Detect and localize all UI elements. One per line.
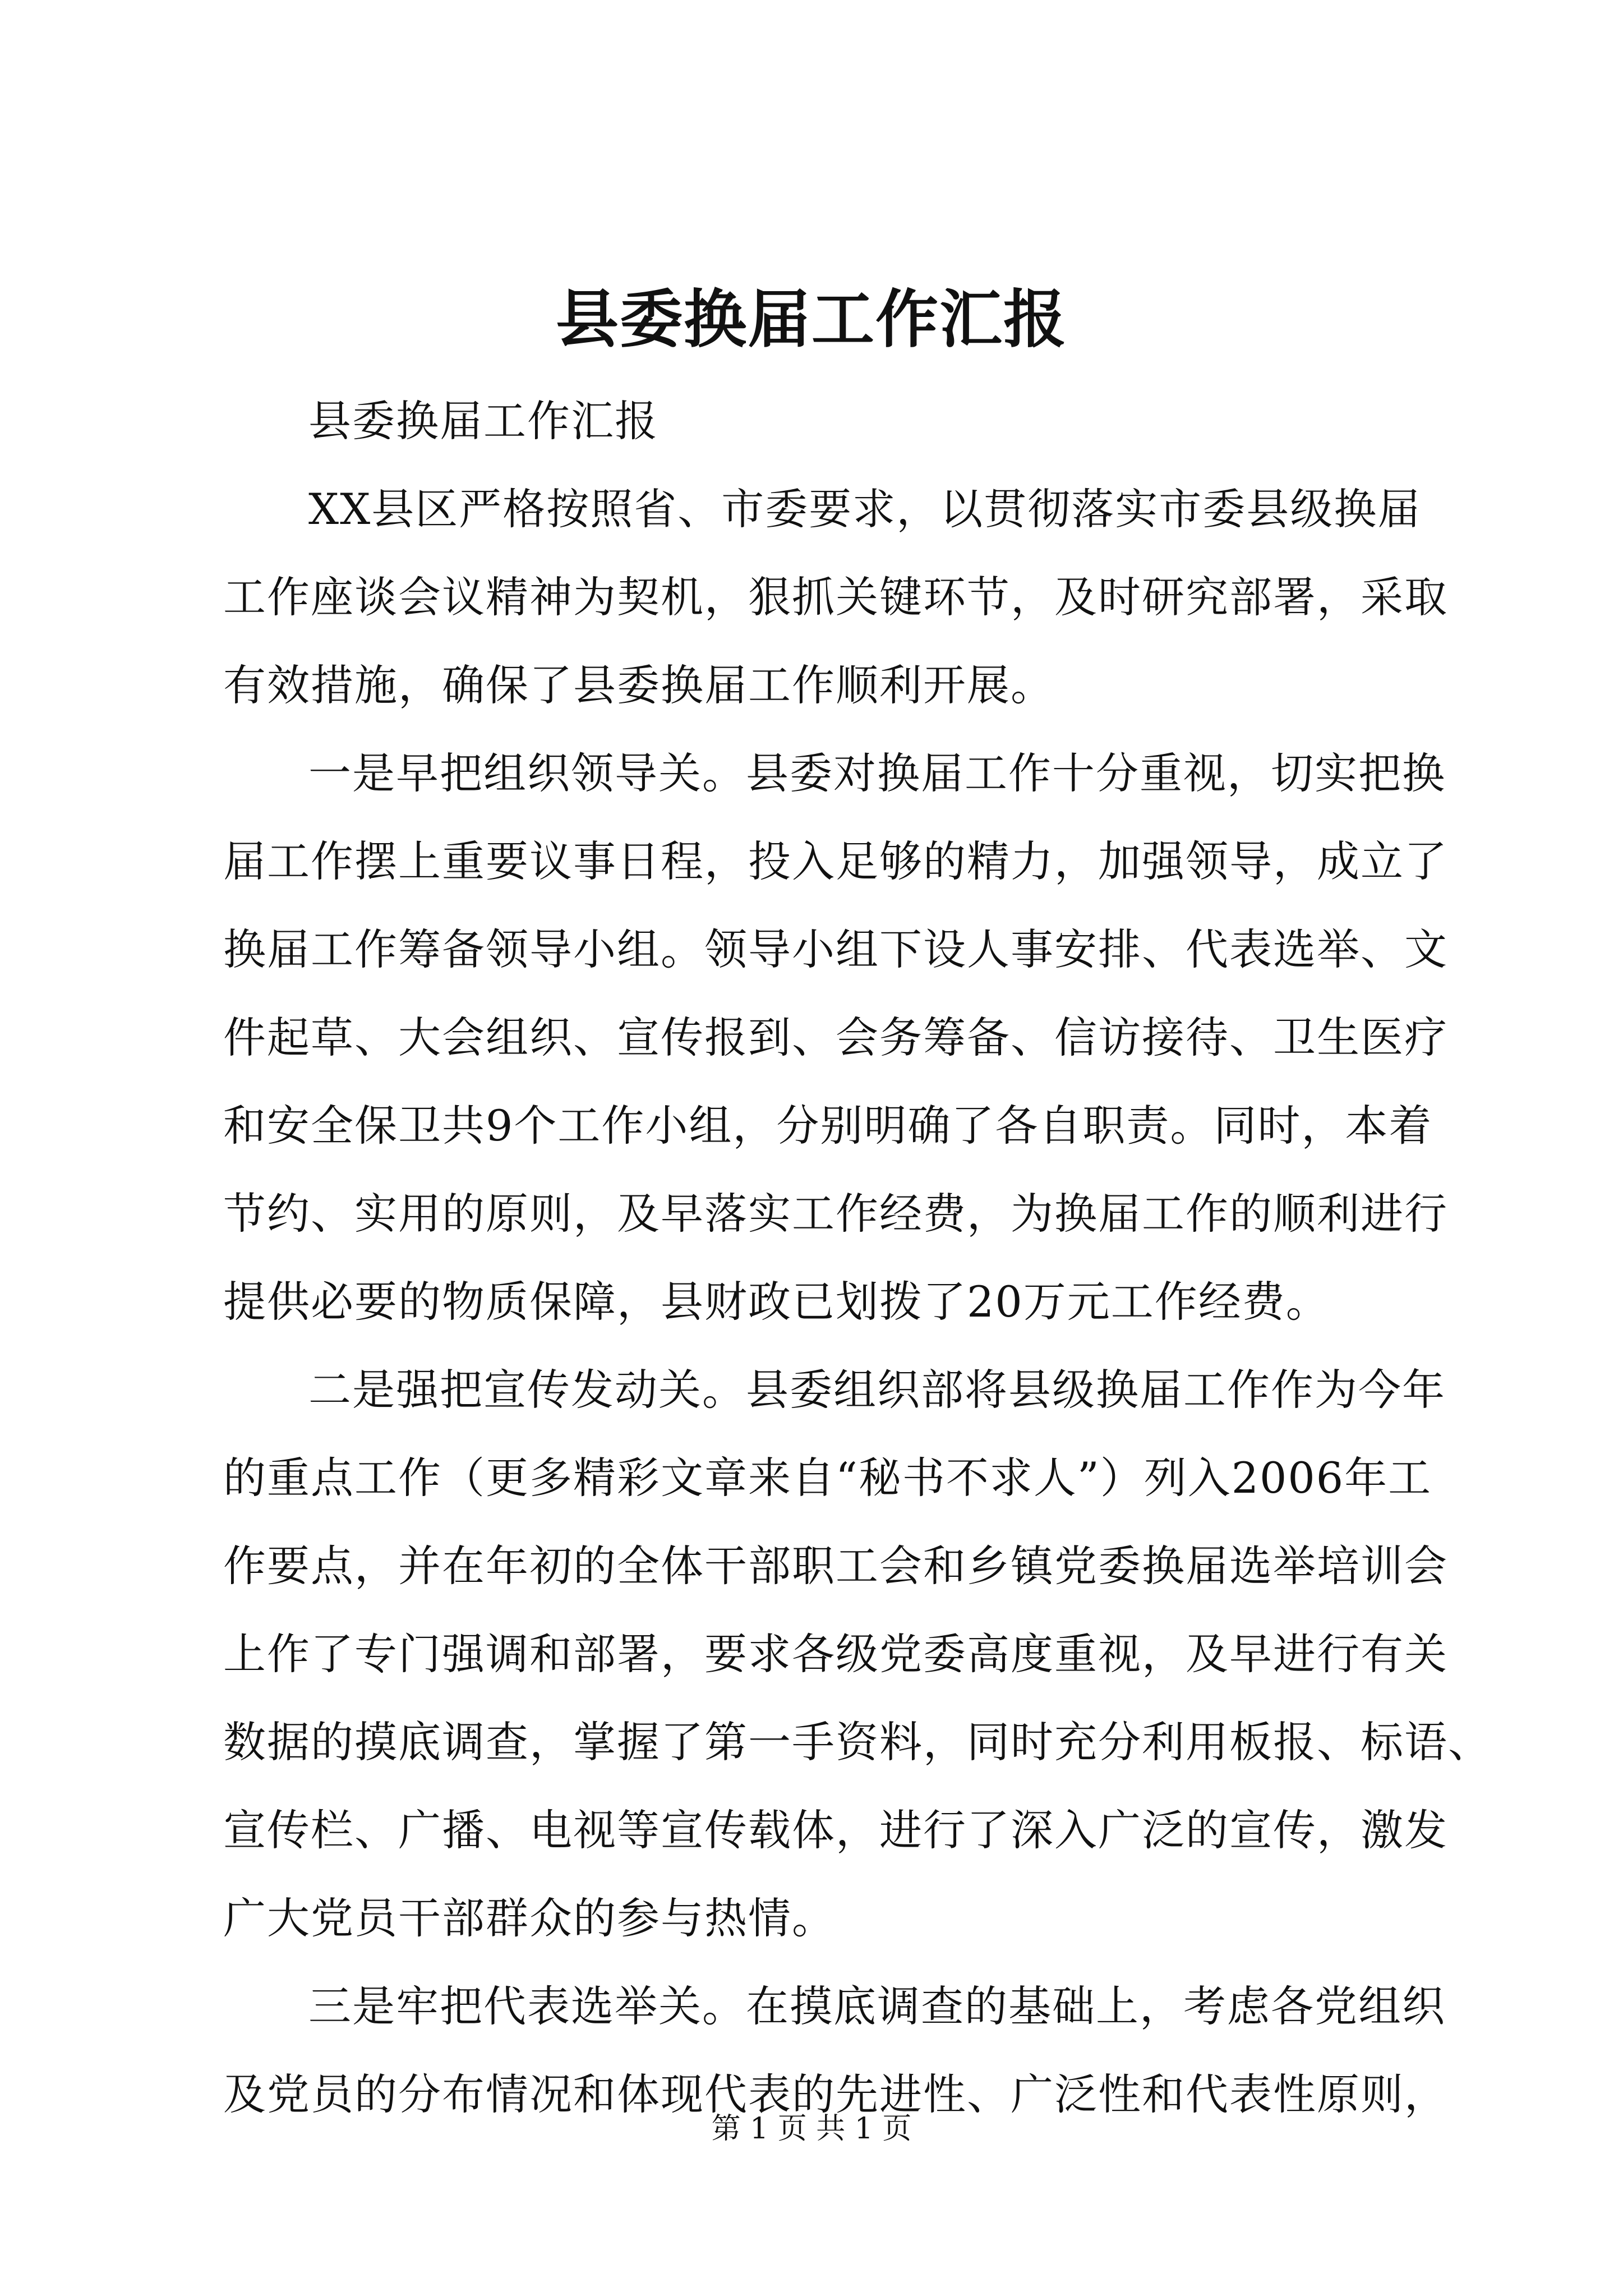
document-body: [223, 377, 1492, 2138]
text-line: 及党员的分布情况和体现代表的先进性、广泛性和代表性原则，: [223, 2069, 1448, 2119]
text-line: 数据的摸底调查，掌握了第一手资料，同时充分利用板报、标语、: [223, 1717, 1492, 1767]
text-line: XX县区严格按照省、市委要求，以贯彻落实市委县级换届: [308, 484, 1422, 534]
document-title: 县委换届工作汇报: [556, 283, 1067, 356]
text-line: 广大党员干部群众的参与热情。: [223, 1893, 836, 1943]
page-number-footer: 第 1 页 共 1 页: [711, 2112, 912, 2146]
text-line: 一是早把组织领导关。县委对换届工作十分重视，切实把换: [308, 748, 1446, 798]
text-line: 上作了专门强调和部署，要求各级党委高度重视，及早进行有关: [223, 1629, 1448, 1679]
text-line: 和安全保卫共9个工作小组，分别明确了各自职责。同时，本着: [223, 1101, 1433, 1151]
text-line: 届工作摆上重要议事日程，投入足够的精力，加强领导，成立了: [223, 836, 1448, 886]
text-line: 三是牢把代表选举关。在摸底调查的基础上，考虑各党组织: [308, 1981, 1446, 2031]
text-line: 宣传栏、广播、电视等宣传载体，进行了深入广泛的宣传，激发: [223, 1805, 1448, 1855]
text-line: 的重点工作（更多精彩文章来自“秘书不求人”）列入2006年工: [223, 1453, 1432, 1503]
text-line: 节约、实用的原则，及早落实工作经费，为换届工作的顺利进行: [223, 1189, 1448, 1239]
text-line: 件起草、大会组织、宣传报到、会务筹备、信访接待、卫生医疗: [223, 1013, 1448, 1062]
text-line: 换届工作筹备领导小组。领导小组下设人事安排、代表选举、文: [223, 924, 1448, 974]
text-line: 二是强把宣传发动关。县委组织部将县级换届工作作为今年: [308, 1365, 1446, 1415]
text-line: 作要点，并在年初的全体干部职工会和乡镇党委换届选举培训会: [223, 1541, 1448, 1591]
text-line: 县委换届工作汇报: [308, 396, 658, 446]
text-line: 提供必要的物质保障，县财政已划拨了20万元工作经费。: [223, 1277, 1330, 1327]
text-line: 工作座谈会议精神为契机，狠抓关键环节，及时研究部署，采取: [223, 572, 1448, 622]
text-line: 有效措施，确保了县委换届工作顺利开展。: [223, 660, 1054, 710]
